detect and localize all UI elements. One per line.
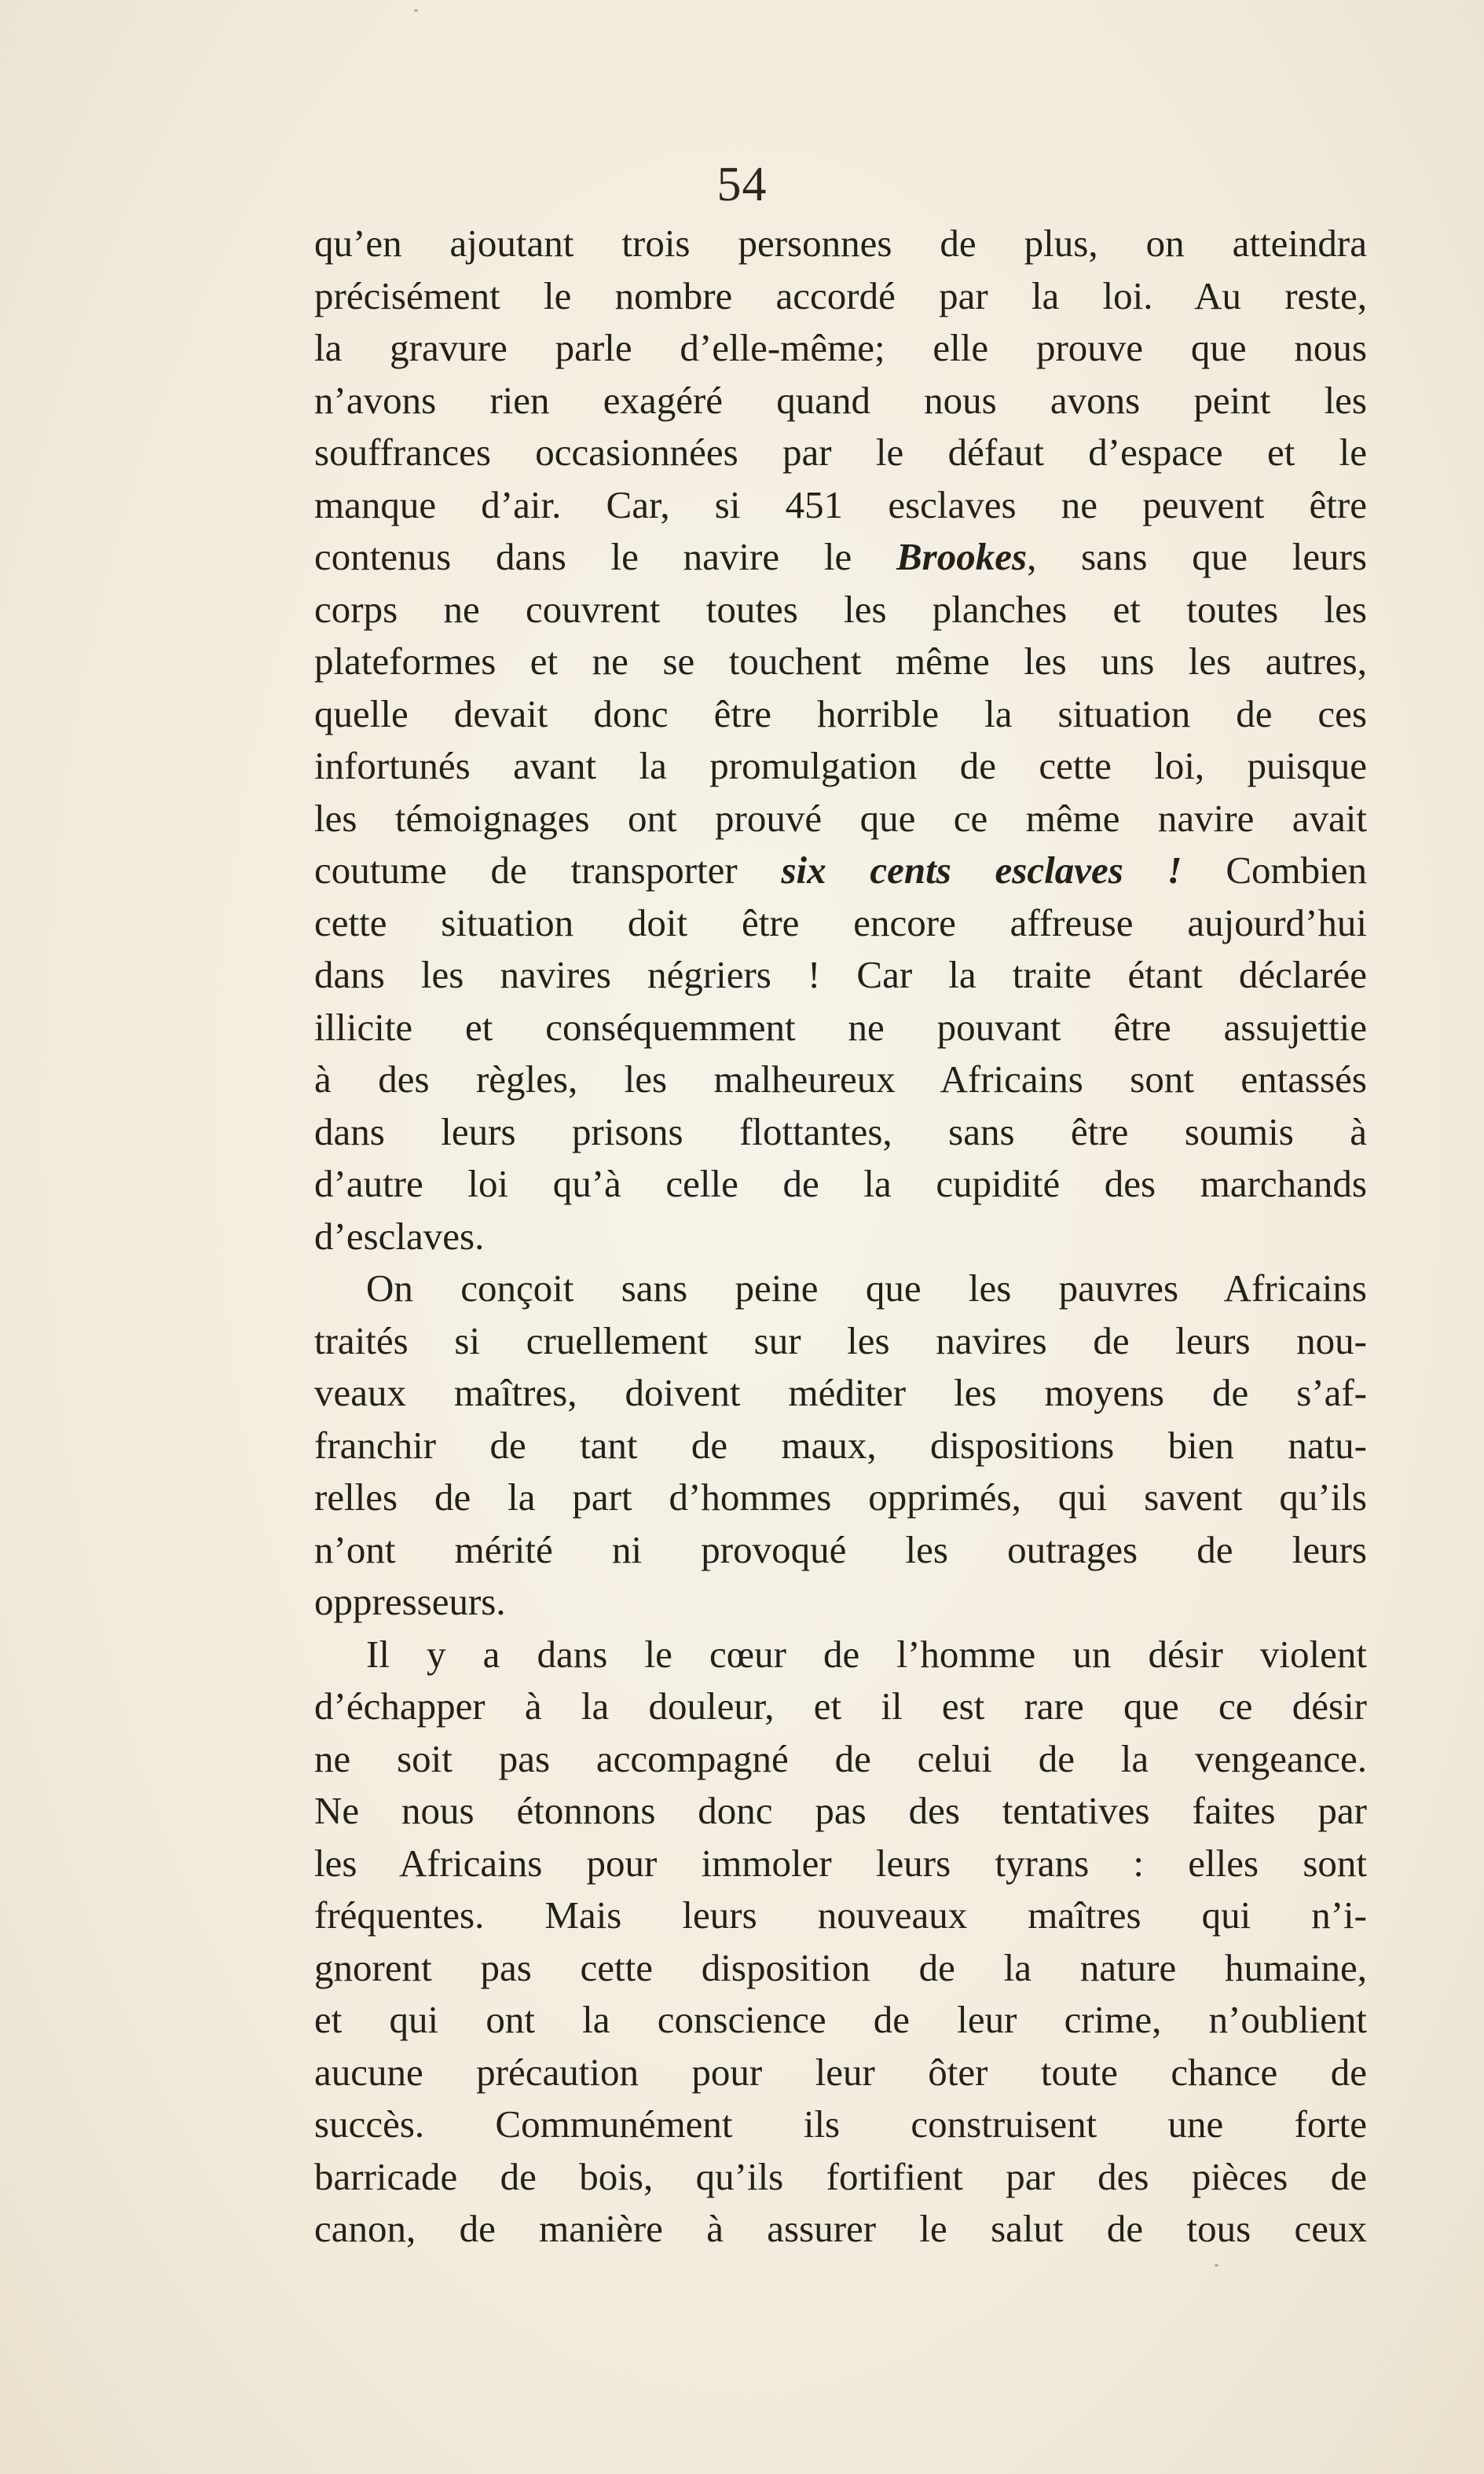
- text-line: cette situation doit être encore affreuse aujourd’hui: [314, 900, 1367, 944]
- text-line: dans leurs prisons flottantes, sans être soumis à: [314, 1109, 1367, 1153]
- text-line: infortunés avant la promulgation de cette loi, puisque: [314, 744, 1367, 787]
- text-line: [314, 531, 1367, 584]
- text-line: souffrances occasionnées par le défaut d’espace et le: [314, 431, 1367, 474]
- text-line: corps ne couvrent toutes les planches et toutes les: [314, 587, 1367, 631]
- page-number: 54: [716, 158, 768, 211]
- text-line: quelle devait donc être horrible la situation de ces: [314, 691, 1367, 735]
- text-line: oppresseurs.: [314, 1580, 506, 1623]
- text-line: On conçoit sans peine que les pauvres Africains: [366, 1266, 1367, 1310]
- text-line: d’autre loi qu’à celle de la cupidité des marchands: [314, 1162, 1367, 1205]
- text-line: et qui ont la conscience de leur crime, n’oublient: [314, 1998, 1367, 2041]
- text-line: n’avons rien exagéré quand nous avons peint les: [314, 378, 1367, 422]
- print-speck: [414, 9, 418, 12]
- text-line: ne soit pas accompagné de celui de la vengeance.: [314, 1736, 1367, 1780]
- ship-name: Brookes: [896, 535, 1028, 578]
- text-line: traités si cruellement sur les navires de leurs nou-: [314, 1318, 1367, 1362]
- text-line: aucune précaution pour leur ôter toute chance de: [314, 2050, 1367, 2094]
- body-text: [314, 218, 1367, 2256]
- text-line: d’échapper à la douleur, et il est rare que ce désir: [314, 1684, 1367, 1728]
- text-line: à des règles, les malheureux Africains sont entassés: [314, 1057, 1367, 1101]
- text-run: , sans que leurs: [1027, 535, 1367, 578]
- text-line: relles de la part d’hommes opprimés, qui savent qu’ils: [314, 1475, 1367, 1519]
- text-line: la gravure parle d’elle-même; elle prouve que nous: [314, 326, 1367, 369]
- print-speck: [1215, 2264, 1218, 2267]
- text-line: les Africains pour immoler leurs tyrans : elles sont: [314, 1841, 1367, 1885]
- text-line: gnorent pas cette disposition de la nature humaine,: [314, 1945, 1367, 1989]
- text-line: les témoignages ont prouvé que ce même navire avait: [314, 796, 1367, 840]
- text-run: contenus dans le navire le: [314, 535, 896, 578]
- text-line: plateformes et ne se touchent même les uns les autres,: [314, 640, 1367, 683]
- text-line: fréquentes. Mais leurs nouveaux maîtres qui n’i-: [314, 1893, 1367, 1937]
- text-line: dans les navires négriers ! Car la traite étant déclarée: [314, 953, 1367, 996]
- text-line: manque d’air. Car, si 451 esclaves ne peuvent être: [314, 482, 1367, 526]
- text-line: veaux maîtres, doivent méditer les moyens de s’af-: [314, 1371, 1367, 1414]
- text-run: coutume de transporter: [314, 848, 782, 892]
- text-line: canon, de manière à assurer le salut de tous ceux: [314, 2207, 1367, 2250]
- text-line: succès. Communément ils construisent une forte: [314, 2102, 1367, 2146]
- text-line: franchir de tant de maux, dispositions bien natu-: [314, 1423, 1367, 1467]
- text-line: Ne nous étonnons donc pas des tentatives faites par: [314, 1789, 1367, 1832]
- text-line: illicite et conséquemment ne pouvant être assujettie: [314, 1005, 1367, 1049]
- text-line: précisément le nombre accordé par la loi. Au reste,: [314, 273, 1367, 317]
- text-line: qu’en ajoutant trois personnes de plus, on atteindra: [314, 222, 1367, 265]
- text-line: Il y a dans le cœur de l’homme un désir violent: [366, 1632, 1367, 1676]
- text-line: barricade de bois, qu’ils fortifient par des pièces de: [314, 2154, 1367, 2198]
- emphasized-text: six cents esclaves !: [781, 848, 1182, 892]
- text-line: d’esclaves.: [314, 1214, 485, 1258]
- text-line: n’ont mérité ni provoqué les outrages de leurs: [314, 1527, 1367, 1571]
- text-line: [314, 845, 1367, 897]
- text-run: Combien: [1182, 848, 1367, 892]
